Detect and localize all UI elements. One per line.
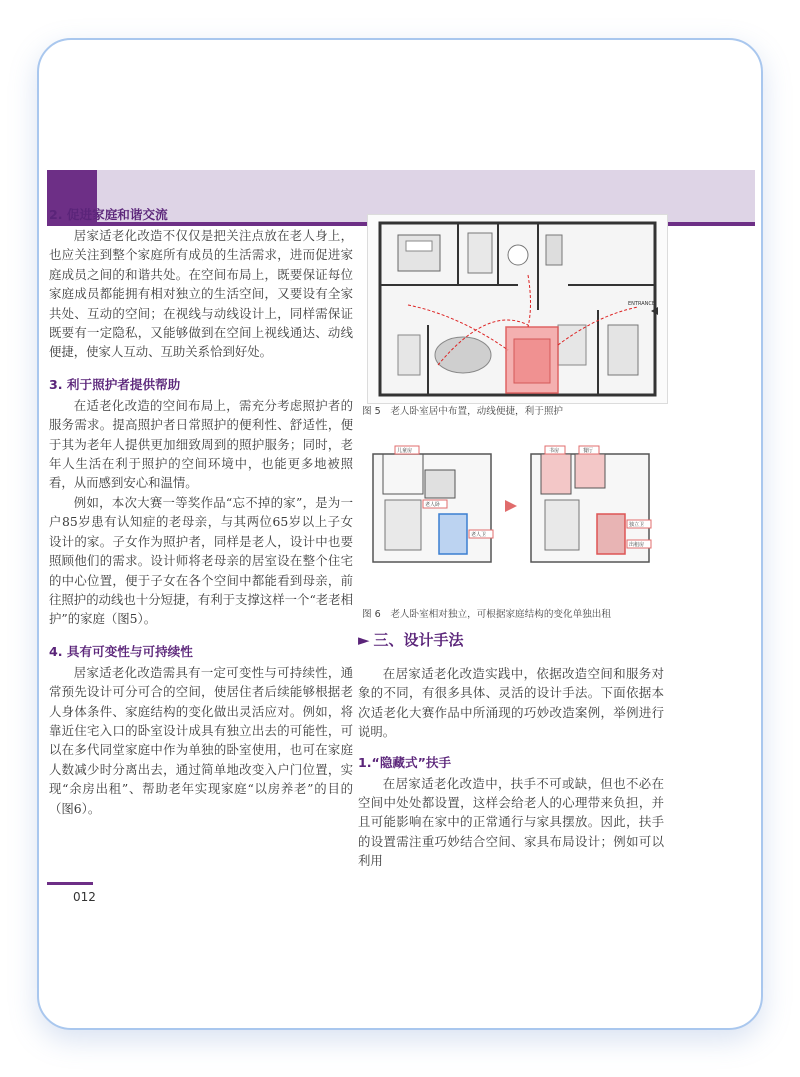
label-elder-bedroom: 老人卧: [425, 502, 441, 508]
section-title: ► 三、设计手法: [358, 631, 464, 649]
left-column: [49, 206, 353, 832]
footer-line: [47, 882, 93, 885]
section-3: [49, 376, 353, 629]
section-4: [49, 643, 353, 818]
paragraph: 居家适老化改造不仅仅是把关注点放在老人身上，也应关注到整个家庭所有成员的生活需求，进而促进家庭成员之间的和谐共处。在空间布局上，既要保证每位家庭成员都能拥有相对独立的生活空间，又要设有全家共处、互动的空间；在视线与动线设计上，同样需保证既要有一定隐私，又能够做到在空间上视线通达、动线便捷，使家人互动、互助关系恰到好处。: [49, 228, 353, 360]
paragraph: 在适老化改造的空间布局上，需充分考虑照护者的服务需求。提高照护者日常照护的便利性、舒适性，便于其为老年人提供更加细致周到的照护服务；同时，老年人生活在利于照护的空间环境中，也能更多地被照看，从而感到安心和温情。: [49, 397, 353, 491]
intro-paragraph: 在居家适老化改造实践中，依据改造空间和服务对象的不同，有很多具体、灵活的设计手法。下面依据本次适老化大赛作品中所涌现的巧妙改造案例，举例进行说明。: [358, 666, 664, 740]
arrow-icon: [505, 500, 517, 512]
entrance-label: ENTRANCE: [628, 301, 656, 307]
paragraph: 居家适老化改造需具有一定可变性与可持续性，通常预先设计可分可合的空间，使居住者后续能够根据老人身体条件、家庭结构的变化做出灵活应对。例如，将靠近住宅入口的卧室设计成具有独立出去的可能性，可以在多代同堂家庭中作为单独的卧室使用，也可在家庭人数减少时分离出去，通过简单地改变入户门位置，实现“余房出租”、帮助老年实现家庭“以房养老”的目的（图6）。: [49, 664, 353, 816]
section-2: [49, 206, 353, 362]
section-heading: 4. 具有可变性与可持续性: [49, 643, 193, 659]
triangle-icon: ►: [358, 631, 370, 649]
figure-6-caption: 图 6 老人卧室相对独立，可根据家庭结构的变化单独出租: [362, 609, 611, 620]
section-heading: 3. 利于照护者提供帮助: [49, 376, 181, 392]
figure-5-floor-plan: [367, 214, 668, 404]
right-column: [358, 630, 664, 871]
label-children-room: 儿童房: [397, 448, 413, 454]
section-heading: 2. 促进家庭和谐交流: [49, 207, 168, 222]
sub-paragraph: 在居家适老化改造中，扶手不可或缺，但也不必在空间中处处都设置，这样会给老人的心理带来负担，并且可能影响在家中的正常通行与家具摆放。因此，扶手的设置需注重巧妙结合空间、家具布局设计；例如可以利用: [358, 775, 664, 869]
label-elder-bath: 老人卫: [471, 532, 487, 538]
figure-6-plans: [365, 440, 665, 566]
label-study: 书房: [549, 448, 560, 454]
figure-5-caption: 图 5 老人卧室居中布置，动线便捷，利于照护: [362, 406, 564, 417]
label-dining: 餐厅: [583, 448, 594, 454]
page-number: 012: [73, 890, 96, 904]
label-rental-room: 出租房: [629, 542, 645, 548]
label-independent-bath: 独立卫: [629, 522, 645, 528]
sub-heading: 1.“隐藏式”扶手: [358, 754, 452, 770]
paragraph: 例如，本次大赛一等奖作品“忘不掉的家”，是为一户85岁患有认知症的老母亲，与其两位65岁以上子女设计的家。子女作为照护者，同样是老人，设计中也要照顾他们的需求。设计师将老母亲的居室设在整个住宅的中心位置，便于子女在各个空间中都能看到母亲，前往照护的动线也十分短捷，有利于支撑这样一个“老老相护”的家庭（图5）。: [49, 494, 353, 627]
